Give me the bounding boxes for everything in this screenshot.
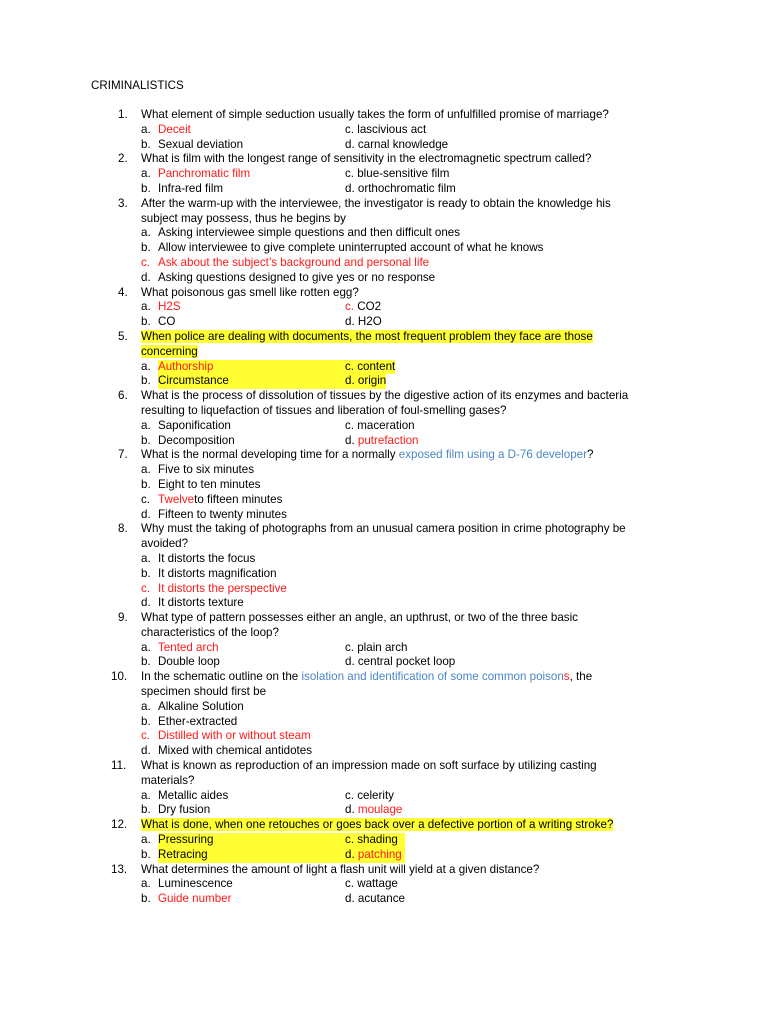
question-list xyxy=(91,108,691,907)
option-c: c. lascivious act xyxy=(345,122,427,136)
option-b: Sexual deviation xyxy=(158,137,244,151)
options-row: b. CO d. H2O xyxy=(141,315,382,329)
question-3: 3. After the warm-up with the interviewee, the investigator is ready to obtain the knowledge his xyxy=(118,196,611,210)
question-2: 2. What is film with the longest range of sensitivity in the electromagnetic spectrum called? xyxy=(118,152,592,166)
option-c: c. wattage xyxy=(345,877,398,891)
document-title: CRIMINALISTICS xyxy=(91,79,184,92)
option-c: c. plain arch xyxy=(345,640,408,654)
option-c: c. maceration xyxy=(345,418,415,432)
option-c: c. celerity xyxy=(345,788,394,802)
question-5-cont: concerning xyxy=(141,344,198,358)
option-d: d. central pocket loop xyxy=(345,655,456,669)
options-row: b. Decomposition d. putrefaction xyxy=(141,433,419,447)
options-row: a. Authorship c. content xyxy=(141,359,396,373)
options-row: b. Circumstance d. origin xyxy=(141,374,387,388)
option-a: Pressuring xyxy=(158,833,345,848)
option-d: d. Mixed with chemical antidotes xyxy=(141,744,313,758)
options-row: a. Deceit c. lascivious act xyxy=(141,122,427,136)
option-a: a. Asking interviewee simple questions and then difficult ones xyxy=(141,226,461,240)
option-b: CO xyxy=(158,315,176,329)
option-c: c. shading xyxy=(345,833,405,848)
option-d: d. putrefaction xyxy=(345,433,419,447)
options-row: a. Metallic aides c. celerity xyxy=(141,788,394,802)
options-row: b. Dry fusion d. moulage xyxy=(141,803,403,817)
question-11: 11. What is known as reproduction of an impression made on soft surface by utilizing casting xyxy=(111,759,597,773)
option-d: d. orthochromatic film xyxy=(345,181,456,195)
option-a: Metallic aides xyxy=(158,788,229,802)
options-row: b. Double loop d. central pocket loop xyxy=(141,655,456,669)
option-d: d. H2O xyxy=(345,315,382,329)
option-b: b. Ether-extracted xyxy=(141,714,238,728)
options-row: b. Sexual deviation d. carnal knowledge xyxy=(141,137,449,151)
option-c: c. blue-sensitive film xyxy=(345,167,450,181)
option-a: a. Alkaline Solution xyxy=(141,699,244,713)
question-4: 4. What poisonous gas smell like rotten egg? xyxy=(118,285,359,299)
option-d: d. Fifteen to twenty minutes xyxy=(141,507,287,521)
question-3-cont: subject may possess, thus he begins by xyxy=(141,211,346,225)
option-d: d. Asking questions designed to give yes or no response xyxy=(141,270,436,284)
option-b: b. Eight to ten minutes xyxy=(141,477,261,491)
question-8: 8. Why must the taking of photographs from an unusual camera position in crime photography be xyxy=(118,522,626,536)
option-b: Retracing xyxy=(158,848,345,863)
question-9-cont: characteristics of the loop? xyxy=(141,625,279,639)
question-1: 1. What element of simple seduction usually takes the form of unfulfilled promise of marriage? xyxy=(118,108,609,121)
option-a: Tented arch xyxy=(158,640,219,654)
options-row: a. Tented arch c. plain arch xyxy=(141,640,408,654)
option-b: Infra-red film xyxy=(158,181,224,195)
option-b: Double loop xyxy=(158,655,220,669)
option-c: c. content xyxy=(345,359,396,373)
options-row: a. Panchromatic film c. blue-sensitive film xyxy=(141,167,450,181)
option-a: a. It distorts the focus xyxy=(141,551,256,565)
question-11-cont: materials? xyxy=(141,773,195,787)
question-6-cont: resulting to liquefaction of tissues and liberation of foul-smelling gases? xyxy=(141,403,507,417)
options-row: b. Retracing d. patching xyxy=(91,848,691,863)
option-c: c. Twelve to fifteen minutes xyxy=(141,492,283,506)
option-a: Authorship xyxy=(158,360,345,375)
question-7: 7. What is the normal developing time for a normally exposed film using a D-76 developer? xyxy=(118,448,594,462)
question-8-cont: avoided? xyxy=(141,537,189,551)
options-row: b. Infra-red film d. orthochromatic film xyxy=(141,181,456,195)
option-a: Deceit xyxy=(158,122,191,136)
option-d: d. It distorts texture xyxy=(141,596,244,610)
options-row: b. Guide number d. acutance xyxy=(141,892,405,906)
question-6: 6. What is the process of dissolution of tissues by the digestive action of its enzymes and bacteria xyxy=(118,389,629,403)
option-b: Circumstance xyxy=(158,374,345,389)
option-a: Saponification xyxy=(158,418,231,432)
options-row: a. Saponification c. maceration xyxy=(141,418,415,432)
option-d: d. origin xyxy=(345,374,387,388)
question-5: 5. When police are dealing with documents, the most frequent problem they face are those xyxy=(118,329,593,343)
option-a: H2S xyxy=(158,300,181,314)
option-b: Decomposition xyxy=(158,433,235,447)
option-d: d. acutance xyxy=(345,892,405,906)
option-c: c. It distorts the perspective xyxy=(141,581,287,595)
option-d: d. moulage xyxy=(345,803,403,817)
options-row: a. Pressuring c. shading xyxy=(91,833,691,848)
option-a: Panchromatic film xyxy=(158,167,251,181)
option-b: Dry fusion xyxy=(158,803,211,817)
option-d: d. patching xyxy=(345,848,405,863)
question-9: 9. What type of pattern possesses either an angle, an upthrust, or two of the three basic xyxy=(118,611,578,625)
option-a: Luminescence xyxy=(158,877,233,891)
option-b: b. Allow interviewee to give complete uninterrupted account of what he knows xyxy=(141,241,544,255)
option-d: d. carnal knowledge xyxy=(345,137,449,151)
option-b: b. It distorts magnification xyxy=(141,566,277,580)
option-c: c. Distilled with or without steam xyxy=(141,729,311,743)
option-c: c. CO2 xyxy=(345,300,382,314)
option-b: Guide number xyxy=(158,892,232,906)
question-13: 13. What determines the amount of light a flash unit will yield at a given distance? xyxy=(111,862,540,876)
option-a: a. Five to six minutes xyxy=(141,463,254,477)
options-row: a. H2S c. CO2 xyxy=(141,300,382,314)
question-12: 12. What is done, when one retouches or goes back over a defective portion of a writing stroke? xyxy=(111,818,614,832)
question-10: 10. In the schematic outline on the isolation and identification of some common poisons, the xyxy=(111,670,593,684)
option-c: c. Ask about the subject’s background and personal life xyxy=(141,255,430,269)
question-10-cont: specimen should first be xyxy=(141,685,267,699)
options-row: a. Luminescence c. wattage xyxy=(141,877,398,891)
